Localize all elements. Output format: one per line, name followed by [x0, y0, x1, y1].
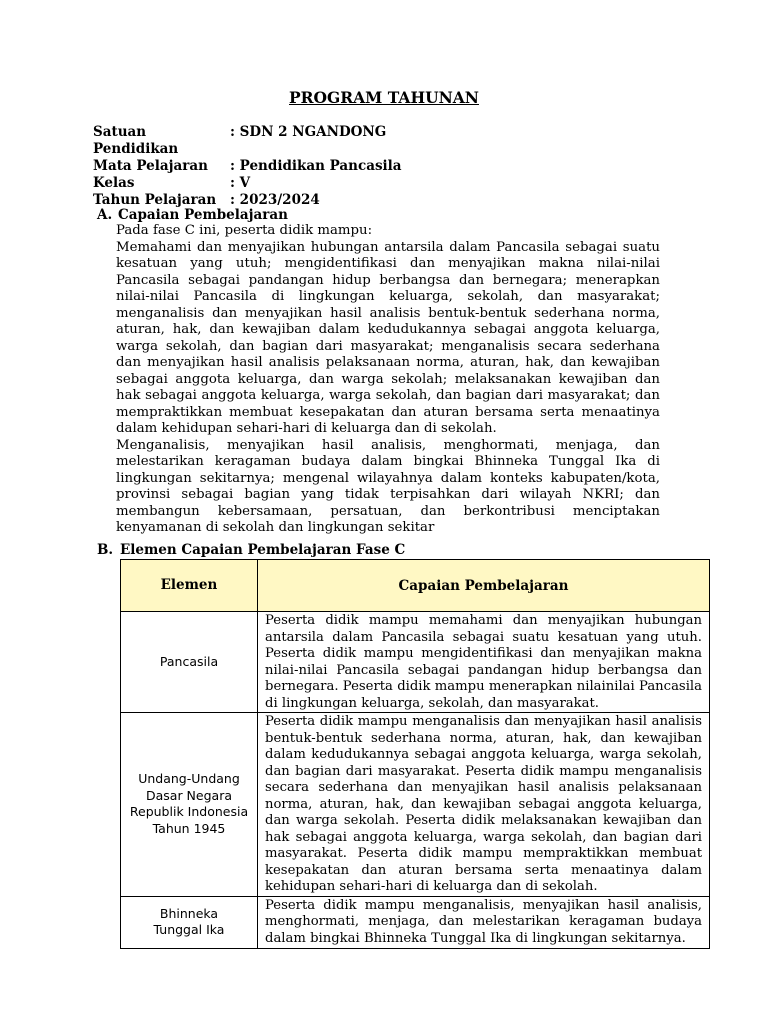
info-row-subject — [93, 158, 402, 175]
info-label: Mata Pelajaran — [93, 158, 208, 174]
section-title: Capaian Pembelajaran — [118, 207, 288, 223]
paragraph-1: Memahami dan menyajikan hubungan antarsila dalam Pancasila sebagai suatu kesatuan yang utuh; mengidentifikasi dan menyajikan makna nilai-nilai Pancasila sebagai pandangan hidup berbangsa dan bernegara; menerapkan nilai-nilai Pancasila di lingkungan keluarga, sekolah, dan masyarakat; menganalisis dan menyajikan hasil analisis bentuk-bentuk sederhana norma, aturan, hak, dan kewajiban dalam kedudukannya sebagai anggota keluarga, warga sekolah, dan bagian dari masyarakat; menganalisis secara sederhana dan menyajikan hasil analisis pelaksanaan norma, aturan, hak, dan kewajiban sebagai anggota keluarga, dan warga sekolah; melaksanakan kewajiban dan hak sebagai anggota keluarga, warga sekolah, dan bagian dari masyarakat; dan mempraktikkan membuat kesepakatan dan aturan bersama serta menaatinya dalam kehidupan sehari-hari di keluarga dan di sekolah. — [116, 239, 660, 436]
capaian-cell: Peserta didik mampu menganalisis dan menyajikan hasil analisis bentuk-bentuk sederhana norma, aturan, hak, dan kewajiban dalam kedudukannya sebagai anggota keluarga, warga sekolah, dan bagian dari masyarakat. Peserta didik mampu menganalisis secara sederhana dan menyajikan hasil analisis pelaksanaan norma, aturan, hak, dan kewajiban sebagai anggota keluarga, dan warga sekolah. Peserta didik melaksanakan kewajiban dan hak sebagai anggota keluarga, warga sekolah, dan bagian dari masyarakat. Peserta didik mampu mempraktikkan membuat kesepakatan dan aturan bersama serta menaatinya dalam kehidupan sehari-hari di keluarga dan di sekolah. — [258, 713, 710, 897]
elemen-cell: Pancasila — [121, 612, 258, 713]
paragraph-2: Menganalisis, menyajikan hasil analisis, menghormati, menjaga, dan melestarikan keragaman budaya dalam bingkai Bhinneka Tunggal Ika di lingkungan sekitarnya; mengenal wilayahnya dalam konteks kabupaten/kota, provinsi sebagai bagian yang tidak terpisahkan dari wilayah NKRI; dan membangun kebersamaan, persatuan, dan berkontribusi menciptakan kenyamanan di sekolah dan lingkungan sekitar — [116, 437, 660, 535]
section-a-heading — [97, 207, 288, 223]
info-value: : Pendidikan Pancasila — [230, 158, 402, 174]
capaian-cell: Peserta didik mampu menganalisis, menyajikan hasil analisis, menghormati, menjaga, dan melestarikan keragaman budaya dalam bingkai Bhinneka Tunggal Ika di lingkungan sekitarnya. — [258, 896, 710, 948]
info-row-class — [93, 175, 402, 192]
intro-text: Pada fase C ini, peserta didik mampu: — [116, 223, 373, 238]
section-index: A. — [97, 207, 113, 223]
capaian-cell: Peserta didik mampu memahami dan menyajikan hubungan antarsila dalam Pancasila sebagai suatu kesatuan yang utuh. Peserta didik mampu mengidentifikasi dan menyajikan makna nilai-nilai Pancasila sebagai pandangan hidup berbangsa dan bernegara. Peserta didik mampu menerapkan nilainilai Pancasila di lingkungan keluarga, sekolah, dan masyarakat. — [258, 612, 710, 713]
table-row — [121, 896, 710, 948]
capaian-table — [120, 559, 710, 949]
column-header-capaian: Capaian Pembelajaran — [258, 560, 710, 612]
elemen-cell: Undang-Undang Dasar Negara Republik Indonesia Tahun 1945 — [121, 713, 258, 897]
table-header-row — [121, 560, 710, 612]
identity-block — [93, 124, 402, 209]
section-a-body — [116, 223, 660, 537]
info-row-school — [93, 124, 402, 158]
document-title: PROGRAM TAHUNAN — [289, 88, 479, 107]
info-value: : SDN 2 NGANDONG — [230, 124, 387, 140]
column-header-elemen: Elemen — [121, 560, 258, 612]
info-label: Satuan Pendidikan — [93, 124, 179, 157]
table-row — [121, 612, 710, 713]
section-b-heading — [97, 542, 405, 558]
elemen-cell: Bhinneka Tunggal Ika — [121, 896, 258, 948]
info-label: Kelas — [93, 175, 135, 191]
info-value: : 2023/2024 — [230, 192, 320, 208]
section-index: B. — [97, 542, 114, 558]
info-value: : V — [230, 175, 251, 191]
table-row — [121, 713, 710, 897]
section-title: Elemen Capaian Pembelajaran Fase C — [120, 542, 406, 558]
info-label: Tahun Pelajaran — [93, 192, 217, 208]
